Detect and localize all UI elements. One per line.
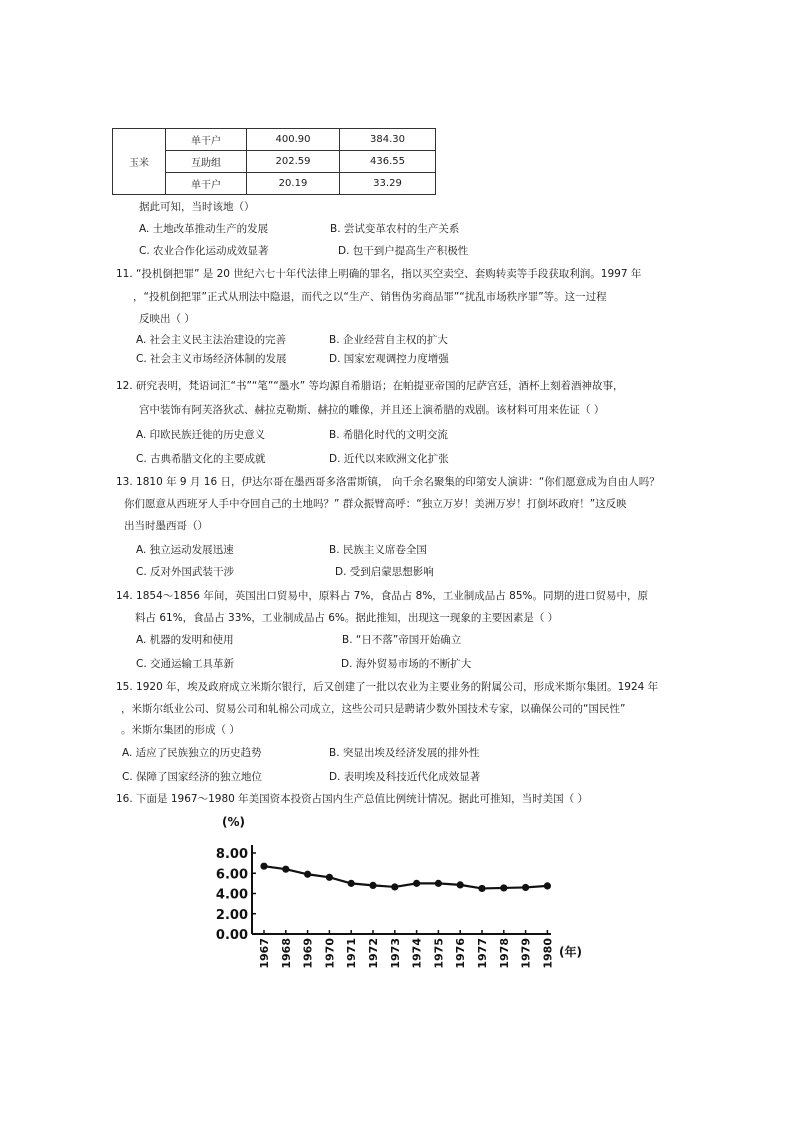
y-tick-label: 0.00 (215, 928, 248, 943)
x-tick-label: 1977 (476, 938, 489, 969)
investment-line-chart (208, 810, 598, 970)
y-axis-label: (%) (222, 815, 245, 829)
x-tick-label: 1972 (367, 938, 380, 969)
x-axis-label: (年) (559, 945, 582, 959)
q13-option-b: B. 民族主义席卷全国 (329, 544, 427, 556)
q11-line-3: 反映出（ ） (139, 313, 195, 325)
q14-option-d: D. 海外贸易市场的不断扩大 (341, 658, 472, 670)
table-cell: 单干户 (166, 173, 247, 195)
q13-line-1: 13. 1810 年 9 月 16 日，伊达尔哥在墨西哥多洛雷斯镇， 向千余名聚集的印第安人演讲：“你们愿意成为自由人吗？ (116, 476, 660, 488)
q13-option-c: C. 反对外国武装干涉 (136, 566, 235, 578)
q11-line-1: 11. “投机倒把罪” 是 20 世纪六七十年代法律上明确的罪名，指以买空卖空、套购转卖等手段获取利润。1997 年 (116, 268, 642, 280)
table-cell: 202.59 (247, 151, 340, 173)
crop-cell: 玉米 (113, 129, 166, 195)
x-tick-label: 1970 (323, 938, 337, 969)
q11-option-b: B. 企业经营自主权的扩大 (329, 334, 448, 346)
data-point (478, 885, 485, 892)
q14-option-b: B. “日不落”帝国开始确立 (342, 634, 462, 646)
table-cell: 33.29 (340, 173, 436, 195)
table-cell: 互助组 (166, 151, 247, 173)
table-cell: 436.55 (340, 151, 436, 173)
q12-option-b: B. 希腊化时代的文明交流 (329, 429, 448, 441)
data-point (391, 883, 398, 890)
data-point (260, 863, 267, 870)
q10-stem: 据此可知，当时该地（） (139, 201, 255, 213)
data-point (457, 881, 464, 888)
y-tick-label: 2.00 (215, 907, 248, 923)
q11-option-a: A. 社会主义民主法治建设的完善 (136, 334, 287, 346)
y-tick-label: 6.00 (215, 867, 248, 883)
q15-line-1: 15. 1920 年，埃及政府成立米斯尔银行，后又创建了一批以农业为主要业务的附属公司，形成米斯尔集团。1924 年 (116, 681, 659, 693)
q12-option-c: C. 古典希腊文化的主要成就 (136, 453, 266, 465)
data-point (413, 880, 420, 887)
q11-option-d: D. 国家宏观调控力度增强 (329, 353, 449, 365)
x-tick-label: 1978 (497, 938, 511, 969)
x-tick-label: 1967 (258, 938, 271, 969)
x-tick-label: 1969 (301, 938, 315, 969)
q13-option-a: A. 独立运动发展迅速 (136, 544, 234, 556)
table-cell: 400.90 (247, 129, 340, 151)
data-point (282, 866, 289, 873)
data-point (326, 874, 333, 881)
q13-line-3: 出当时墨西哥（） (124, 520, 208, 532)
q11-line-2: ，“投机倒把罪”正式从刑法中隐退，而代之以“生产、销售伪劣商品罪”“扰乱市场秩序罪”等。这一过程 (133, 291, 607, 303)
x-tick-label: 1980 (541, 938, 555, 969)
q11-option-c: C. 社会主义市场经济体制的发展 (136, 353, 287, 365)
data-point (544, 882, 551, 889)
x-tick-label: 1968 (279, 938, 293, 969)
q10-option-a: A. 土地改革推动生产的发展 (139, 223, 269, 235)
q10-option-b: B. 尝试变革农村的生产关系 (330, 223, 460, 235)
q12-option-a: A. 印欧民族迁徙的历史意义 (136, 429, 266, 441)
data-point (435, 880, 442, 887)
q14-line-2: 料占 61%，食品占 33%，工业制成品占 6%。据此推知，出现这一现象的主要因素是（ ） (135, 612, 559, 624)
table-cell: 20.19 (247, 173, 340, 195)
q15-option-c: C. 保障了国家经济的独立地位 (122, 771, 263, 783)
table-cell: 单干户 (166, 129, 247, 151)
x-tick-label: 1974 (410, 938, 424, 969)
q12-option-d: D. 近代以来欧洲文化扩张 (329, 453, 449, 465)
x-tick-label: 1979 (519, 938, 533, 969)
q10-option-c: C. 农业合作化运动成效显著 (139, 245, 269, 257)
q15-line-2: ，米斯尔纸业公司、贸易公司和轧棉公司成立，这些公司只是聘请少数外国技术专家，以确保公司的“国民性” (121, 703, 626, 715)
q12-line-2: 宫中装饰有阿芙洛狄忒、赫拉克勒斯、赫拉的雕像，并且还上演希腊的戏剧。该材料可用来佐证（ ） (139, 404, 605, 416)
q14-option-c: C. 交通运输工具革新 (136, 658, 235, 670)
data-point (304, 871, 311, 878)
y-tick-label: 4.00 (215, 887, 248, 903)
q15-option-b: B. 突显出埃及经济发展的排外性 (329, 747, 480, 759)
table-cell: 384.30 (340, 129, 436, 151)
data-point (369, 882, 376, 889)
data-point (500, 884, 507, 891)
q15-line-3: 。米斯尔集团的形成（ ） (121, 724, 240, 736)
data-point (522, 884, 529, 891)
x-tick-label: 1975 (432, 938, 446, 969)
x-tick-label: 1973 (388, 938, 402, 969)
q16-stem: 16. 下面是 1967～1980 年美国资本投资占国内生产总值比例统计情况。据此可推知，当时美国（ ） (116, 793, 588, 805)
q10-option-d: D. 包干到户提高生产积极性 (338, 245, 469, 257)
x-tick-label: 1976 (454, 938, 468, 969)
q12-line-1: 12. 研究表明，梵语词汇“书”“笔”“墨水” 等均源自希腊语；在帕提亚帝国的尼萨宫廷，酒杯上刻着酒神故事， (116, 380, 624, 392)
q13-option-d: D. 受到启蒙思想影响 (335, 566, 434, 578)
data-point (348, 880, 355, 887)
q13-line-2: 你们愿意从西班牙人手中夺回自己的土地吗？” 群众振臂高呼：“独立万岁！美洲万岁！打倒坏政府！”这反映 (124, 498, 627, 510)
q14-line-1: 14. 1854～1856 年间，英国出口贸易中，原料占 7%，食品占 8%，工业制成品占 85%。同期的进口贸易中，原 (116, 590, 648, 602)
q15-option-a: A. 适应了民族独立的历史趋势 (122, 747, 262, 759)
q15-option-d: D. 表明埃及科技近代化成效显著 (329, 771, 481, 783)
q14-option-a: A. 机器的发明和使用 (136, 634, 234, 646)
x-tick-label: 1971 (345, 938, 359, 969)
yield-table (112, 128, 436, 195)
y-tick-label: 8.00 (215, 847, 248, 862)
